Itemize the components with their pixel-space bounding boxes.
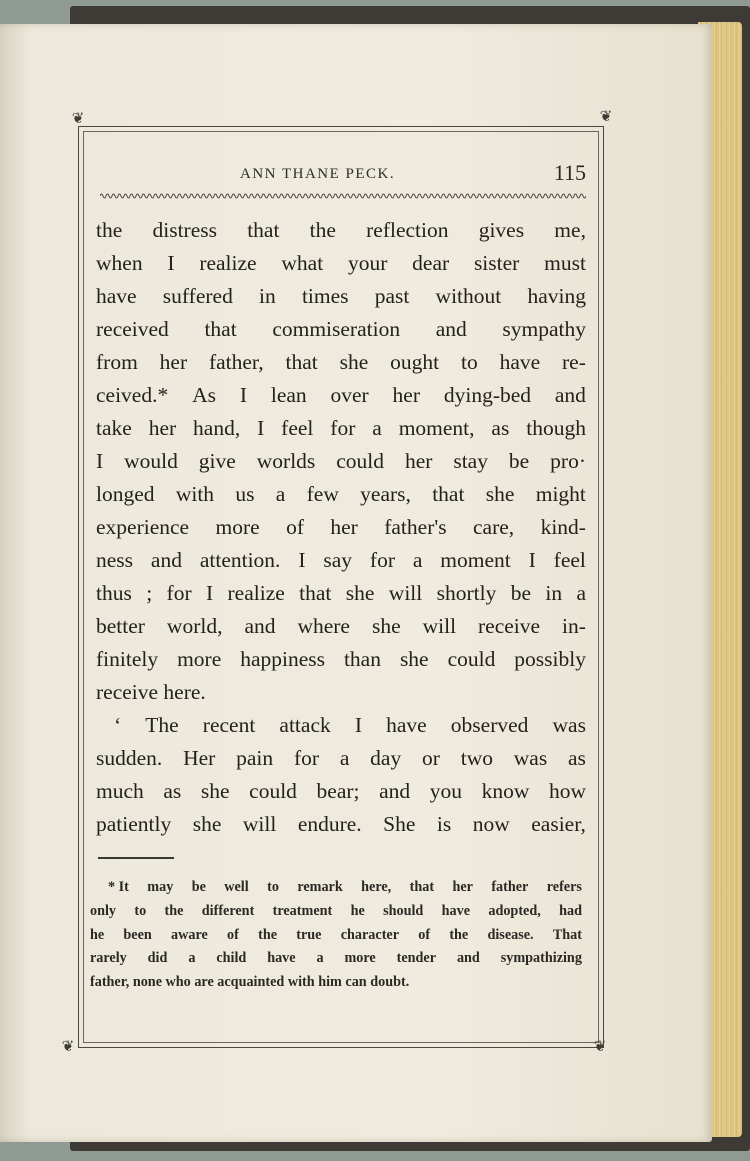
body-word: endure. (297, 812, 362, 836)
body-word: take (96, 416, 132, 440)
footnote (90, 876, 582, 995)
footnote-line (90, 924, 582, 948)
body-word: attention. (199, 548, 281, 572)
body-line (96, 610, 586, 643)
footnote-word: her (452, 879, 473, 895)
body-line (96, 313, 586, 346)
body-word: received (96, 317, 169, 341)
body-word: give (198, 449, 236, 473)
body-word: ceived.* (96, 383, 169, 407)
body-word: I (239, 383, 247, 407)
body-word: over (330, 383, 369, 407)
body-word: in- (562, 614, 586, 638)
body-word: a (275, 482, 286, 506)
body-word: she (371, 614, 401, 638)
body-word: with (175, 482, 215, 506)
footnote-word: of (227, 926, 239, 943)
running-head (100, 160, 588, 190)
body-line (96, 247, 586, 280)
body-word: the (96, 218, 123, 242)
body-word: suffered (162, 284, 233, 308)
footnote-word: remark (297, 879, 343, 895)
footnote-line (90, 947, 582, 971)
body-word: could (336, 449, 385, 473)
body-word: thus (96, 581, 132, 605)
body-word: must (544, 251, 586, 275)
body-word: as (163, 779, 182, 803)
footnote-word: be (191, 879, 206, 895)
footnote-word: the (449, 926, 469, 943)
body-word: patiently (96, 812, 172, 836)
body-word: a (412, 548, 423, 572)
body-word: that (432, 482, 465, 506)
body-word: moment (440, 548, 511, 572)
body-word: could (249, 779, 297, 803)
footnote-word: That (552, 926, 582, 943)
body-word: pro· (550, 449, 586, 473)
body-word: where (297, 614, 350, 638)
body-line (96, 379, 586, 412)
body-word: sister (473, 251, 520, 275)
body-word: stay (453, 449, 488, 473)
footnote-word: * It (108, 879, 129, 895)
body-word: receive (478, 614, 541, 638)
footnote-line (90, 971, 582, 995)
footnote-word: he (90, 926, 105, 943)
body-word: know (481, 779, 530, 803)
running-title: ANN THANE PECK. (240, 166, 396, 182)
body-word: I (96, 449, 104, 473)
body-line (96, 742, 586, 775)
wavy-rule (100, 190, 586, 202)
footnote-word: should (383, 902, 424, 919)
body-word: your (347, 251, 388, 275)
fleuron-corner-icon: ❦ (593, 1039, 607, 1055)
page-number: 115 (553, 160, 586, 185)
body-word: I (354, 713, 362, 737)
footnote-word: of (418, 926, 431, 943)
body-word: me, (554, 218, 586, 242)
body-word: father's (384, 515, 447, 539)
body-word: she (339, 350, 369, 374)
body-word: I (528, 548, 536, 572)
body-line (96, 643, 586, 676)
body-word: re- (562, 350, 586, 374)
body-word: her (392, 383, 420, 407)
body-word: and (244, 614, 276, 638)
body-word: have (499, 350, 541, 374)
body-word: she (345, 581, 375, 605)
body-line (96, 445, 586, 478)
body-word: will (422, 614, 457, 638)
footnote-word: adopted, (488, 902, 541, 919)
footnote-word: rarely (90, 950, 127, 967)
body-word: sympathy (502, 317, 586, 341)
body-word: more (177, 647, 222, 671)
body-word: what (281, 251, 324, 275)
body-word: happiness (240, 647, 325, 671)
body-word: moment, (398, 416, 475, 440)
body-word: will (388, 581, 423, 605)
body-word: world, (166, 614, 223, 638)
body-word: realize (227, 581, 285, 605)
footnote-word: and (456, 950, 480, 967)
body-word: possibly (514, 647, 586, 671)
body-word: I (167, 251, 175, 275)
body-word: her (159, 350, 188, 374)
footnote-word: father, none who are acquainted with him can doubt. (90, 974, 410, 991)
body-word: shortly (436, 581, 497, 605)
body-word: is (436, 812, 452, 836)
footnote-line (90, 900, 582, 924)
body-word: times (301, 284, 349, 308)
body-word: attack (279, 713, 331, 737)
body-word: for (369, 548, 395, 572)
footnote-word: had (559, 902, 582, 919)
body-word: sudden. (96, 746, 163, 770)
body-line (96, 280, 586, 313)
footnote-word: the (164, 902, 184, 919)
body-word: she (399, 647, 429, 671)
body-line (96, 544, 586, 577)
body-word: bear; (316, 779, 360, 803)
body-word: I (205, 581, 214, 605)
body-word: reflection (366, 218, 449, 242)
body-word: and (379, 779, 411, 803)
footnote-word: well (224, 879, 249, 895)
body-word: hand, (193, 416, 241, 440)
body-word: finitely (96, 647, 159, 671)
body-word: having (527, 284, 586, 308)
body-line (96, 676, 586, 709)
body-word: when (96, 251, 143, 275)
body-word: have (386, 713, 427, 737)
body-word: Her (183, 746, 216, 770)
body-word: for (293, 746, 320, 770)
body-word: experience (96, 515, 190, 539)
footnote-word: he (350, 902, 365, 919)
footnote-word: only (90, 902, 117, 919)
body-word: you (429, 779, 462, 803)
body-word: as (491, 416, 510, 440)
body-word: feel (553, 548, 586, 572)
footnote-word: here, (361, 879, 392, 895)
body-word: her (330, 515, 358, 539)
footnote-word: that (409, 879, 435, 895)
footnote-word: more (344, 950, 376, 967)
footnote-word: tender (396, 950, 437, 967)
body-word: better (96, 614, 145, 638)
body-word: ; (146, 581, 153, 605)
body-word: pain (236, 746, 274, 770)
body-word: she (485, 482, 515, 506)
body-word: now (472, 812, 510, 836)
footnote-word: character (340, 926, 400, 943)
footnote-word: a (316, 950, 324, 967)
body-word: dear (412, 251, 450, 275)
footnote-word: the (258, 926, 278, 943)
footnote-word: true (296, 926, 322, 943)
body-word: she (192, 812, 222, 836)
body-word: that (285, 350, 318, 374)
body-word: I (298, 548, 306, 572)
body-text (96, 214, 586, 841)
body-word: gives (478, 218, 525, 242)
body-word: that (204, 317, 237, 341)
footnote-word: a (188, 950, 196, 967)
body-word: us (235, 482, 255, 506)
body-word: distress (152, 218, 217, 242)
footnote-rule (98, 857, 174, 859)
body-word: to (460, 350, 478, 374)
body-word: observed (450, 713, 529, 737)
body-word: was (513, 746, 548, 770)
body-line (96, 214, 586, 247)
body-word: that (247, 218, 280, 242)
body-word: two (460, 746, 493, 770)
body-word: was (552, 713, 586, 737)
body-word: care, (473, 515, 515, 539)
body-word: receive here. (96, 680, 206, 704)
body-word: ness (96, 548, 134, 572)
body-word: lean (270, 383, 307, 407)
body-word: would (124, 449, 178, 473)
body-line (96, 511, 586, 544)
body-word: I (257, 416, 265, 440)
fleuron-corner-icon: ❦ (61, 1039, 75, 1055)
body-word: dying-bed (443, 383, 532, 407)
body-word: for (166, 581, 192, 605)
body-word: say (323, 548, 353, 572)
body-word: past (374, 284, 410, 308)
body-word: The (145, 713, 179, 737)
fleuron-corner-icon: ❦ (71, 111, 85, 127)
footnote-word: child (216, 950, 247, 967)
body-line (96, 577, 586, 610)
body-word: a (576, 581, 586, 605)
body-word: for (330, 416, 356, 440)
footnote-word: disease. (487, 926, 534, 943)
body-word: she (200, 779, 230, 803)
footnote-word: to (134, 902, 147, 919)
body-line (96, 346, 586, 379)
body-word: longed (96, 482, 155, 506)
footnote-word: refers (546, 879, 582, 895)
footnote-word: been (123, 926, 152, 943)
footnote-word: treatment (272, 902, 333, 919)
body-word: realize (199, 251, 257, 275)
footnote-word: to (267, 879, 279, 895)
body-word: worlds (256, 449, 316, 473)
body-line (96, 808, 586, 841)
body-word: that (299, 581, 332, 605)
body-word: She (383, 812, 416, 836)
footnote-word: sympathizing (500, 950, 582, 967)
body-word: as (568, 746, 586, 770)
body-word: how (548, 779, 586, 803)
body-word: in (545, 581, 563, 605)
body-word: be (508, 449, 530, 473)
body-word: years, (360, 482, 411, 506)
body-word: than (343, 647, 381, 671)
body-word: ‘ (114, 713, 122, 737)
body-line (96, 412, 586, 445)
body-word: a (339, 746, 350, 770)
footnote-word: aware (171, 926, 208, 943)
body-word: feel (281, 416, 314, 440)
body-word: and (150, 548, 182, 572)
body-word: commiseration (272, 317, 401, 341)
body-word: without (435, 284, 502, 308)
body-word: from (96, 350, 138, 374)
body-word: her (148, 416, 177, 440)
body-word: and (435, 317, 467, 341)
body-word: easier, (531, 812, 586, 836)
footnote-word: different (201, 902, 255, 919)
body-word: and (554, 383, 586, 407)
body-line (96, 478, 586, 511)
body-word: As (192, 383, 216, 407)
body-word: few (306, 482, 339, 506)
body-word: be (510, 581, 531, 605)
footnote-word: father (491, 879, 529, 895)
body-word: kind- (540, 515, 586, 539)
body-word: more (215, 515, 260, 539)
body-word: will (242, 812, 277, 836)
footnote-word: have (267, 950, 296, 967)
footnote-word: have (441, 902, 471, 919)
footnote-word: may (147, 879, 174, 895)
body-word: could (447, 647, 496, 671)
body-word: much (96, 779, 144, 803)
body-word: recent (202, 713, 256, 737)
body-line (96, 775, 586, 808)
fleuron-corner-icon: ❦ (599, 109, 613, 125)
body-word: father, (208, 350, 264, 374)
body-word: or (422, 746, 440, 770)
footnote-word: did (147, 950, 168, 967)
body-line (96, 709, 586, 742)
body-word: day (370, 746, 402, 770)
footnote-line (90, 876, 582, 900)
body-word: ought (390, 350, 440, 374)
body-word: in (259, 284, 276, 308)
body-word: her (404, 449, 433, 473)
body-word: the (309, 218, 336, 242)
body-word: of (286, 515, 304, 539)
body-word: might (535, 482, 586, 506)
body-word: though (526, 416, 586, 440)
body-word: a (372, 416, 382, 440)
body-word: have (96, 284, 137, 308)
